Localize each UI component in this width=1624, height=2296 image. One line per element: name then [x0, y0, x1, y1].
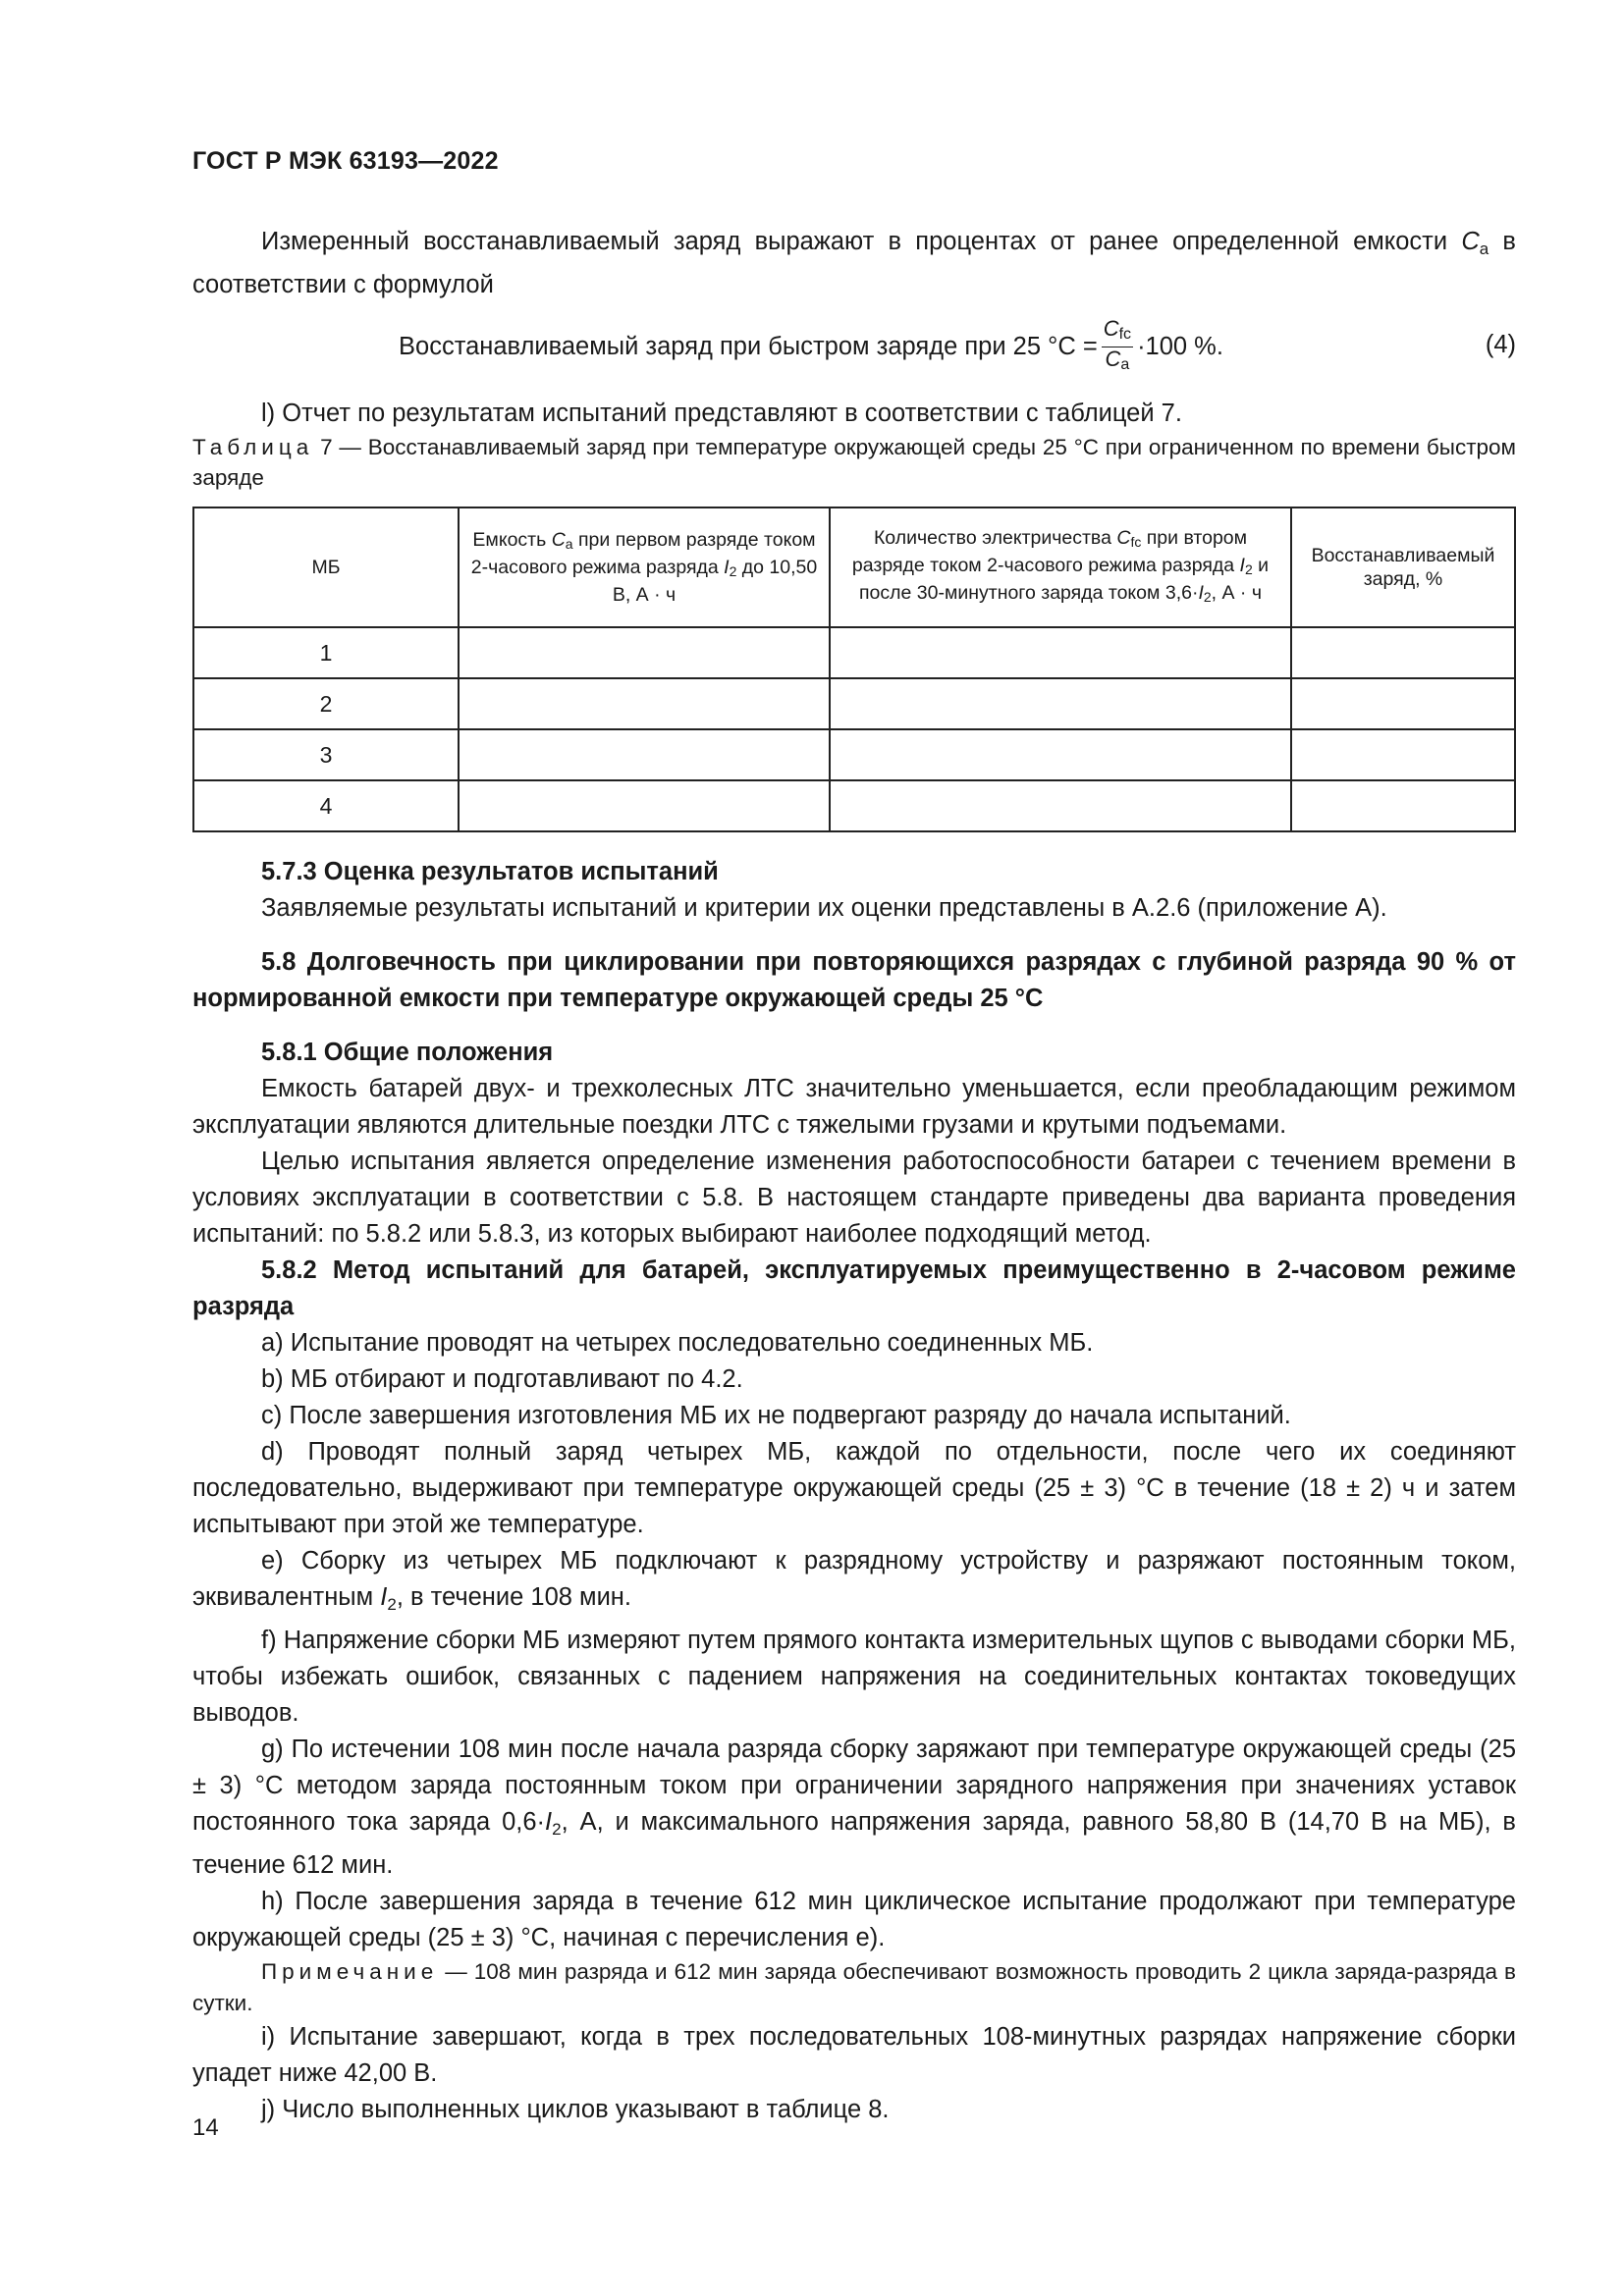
table-7: [192, 507, 1516, 832]
list-item-f: f) Напряжение сборки МБ измеряют путем прямого контакта измерительных щупов с выводами сборки МБ, чтобы избежать ошибок, связанных с падением напряжения на соединительных контактах токоведущих выводов.: [192, 1627, 1516, 1727]
list-item-c: c) После завершения изготовления МБ их не подвергают разряду до начала испытаний.: [261, 1402, 1291, 1429]
list-item-a: a) Испытание проводят на четырех последовательно соединенных МБ.: [261, 1329, 1094, 1357]
item-l: l) Отчет по результатам испытаний представляют в соответствии с таблицей 7.: [261, 400, 1182, 427]
table-header-row: [193, 507, 1515, 627]
list-item-b: b) МБ отбирают и подготавливают по 4.2.: [261, 1365, 743, 1393]
header-capacity: Емкость $C_a$ при первом разряде током 2-часового режима разряда $I_2$ до 10,50 В, А · ч: [459, 507, 830, 627]
formula-text: Восстанавливаемый заряд при быстром заряде при 25 °C =: [399, 333, 1098, 360]
formula-4: [192, 309, 1516, 384]
table-7-caption: Таблица 7 — Восстанавливаемый заряд при температуре окружающей среды 25 °С при ограниченном по времени быстром заряде: [192, 435, 1516, 490]
cell-mb: 3: [193, 729, 459, 780]
section-5-8-1-p2: Целью испытания является определение изменения работоспособности батареи с течением времени в условиях эксплуатации в соответствии с 5.8. В настоящем стандарте приведены два варианта проведения испытаний: по 5.8.2 или 5.8.3, из которых выбирают наиболее подходящий метод.: [192, 1148, 1516, 1248]
cell-mb: 1: [193, 627, 459, 678]
note: Примечание — 108 мин разряда и 612 мин заряда обеспечивают возможность проводить 2 цикла заряда-разряда в сутки.: [192, 1959, 1516, 2015]
section-5-8-2-heading: 5.8.2 Метод испытаний для батарей, эксплуатируемых преимущественно в 2-часовом режиме разряда: [192, 1256, 1516, 1320]
formula-expression: [399, 317, 1223, 377]
list-item-j: j) Число выполненных циклов указывают в таблице 8.: [261, 2096, 890, 2123]
page-number: 14: [192, 2114, 219, 2141]
table-row: [193, 729, 1515, 780]
section-5-8-1-heading: 5.8.1 Общие положения: [261, 1039, 554, 1066]
table-row: [193, 678, 1515, 729]
cell-mb: 2: [193, 678, 459, 729]
table-row: [193, 780, 1515, 831]
cell-mb: 4: [193, 780, 459, 831]
list-item-i: i) Испытание завершают, когда в трех последовательных 108-минутных разрядах напряжение сборки упадет ниже 42,00 В.: [192, 2023, 1516, 2087]
document-header: ГОСТ Р МЭК 63193—2022: [192, 147, 499, 175]
list-item-d: d) Проводят полный заряд четырех МБ, каждой по отдельности, после чего их соединяют последовательно, выдерживают при температуре окружающей среды (25 ± 3) °С в течение (18 ± 2) ч и затем испытывают при этой же температуре.: [192, 1438, 1516, 1538]
formula-fraction: $\frac{C_{fc}}{C_a}$: [1103, 316, 1132, 373]
table-row: [193, 627, 1515, 678]
section-5-7-3-heading: 5.7.3 Оценка результатов испытаний: [261, 858, 719, 885]
document-body: [192, 224, 1516, 2128]
formula-number: (4): [1485, 331, 1516, 358]
intro-paragraph: Измеренный восстанавливаемый заряд выражают в процентах от ранее определенной емкости $C_a$ в соответствии с формулой: [192, 228, 1516, 298]
list-item-e: e) Сборку из четырех МБ подключают к разрядному устройству и разряжают постоянным током, эквивалентным $I_2$, в течение 108 мин.: [192, 1547, 1516, 1614]
section-5-7-3-text: Заявляемые результаты испытаний и критерии их оценки представлены в А.2.6 (приложение А).: [261, 894, 1387, 922]
list-item-h: h) После завершения заряда в течение 612 мин циклическое испытание продолжают при температуре окружающей среды (25 ± 3) °С, начиная с перечисления е).: [192, 1888, 1516, 1951]
list-item-g: g) По истечении 108 мин после начала разряда сборку заряжают при температуре окружающей среды (25 ± 3) °С методом заряда постоянным током при ограничении зарядного напряжения при значениях уставок постоянного тока заряда $0,6\cdot I_2$, А, и максимального напряжения заряда, равного 58,80 В (14,70 В на МБ), в течение 612 мин.: [192, 1735, 1516, 1879]
section-5-8-heading: 5.8 Долговечность при циклировании при повторяющихся разрядах с глубиной разряда 90 % от нормированной емкости при температуре окружающей среды 25 °С: [192, 948, 1516, 1012]
header-electricity: Количество электричества $C_{fc}$ при втором разряде током 2-часового режима разряда $I_2$ и после 30-минутного заряда током $3,6\cdot I_2$, А · ч: [830, 507, 1291, 627]
formula-tail: ·100 %.: [1137, 333, 1223, 360]
header-recovered: Восстанавливаемый заряд, %: [1291, 507, 1515, 627]
header-mb: МБ: [193, 507, 459, 627]
section-5-8-1-p1: Емкость батарей двух- и трехколесных ЛТС значительно уменьшается, если преобладающим режимом эксплуатации являются длительные поездки ЛТС с тяжелыми грузами и крутыми подъемами.: [192, 1075, 1516, 1139]
